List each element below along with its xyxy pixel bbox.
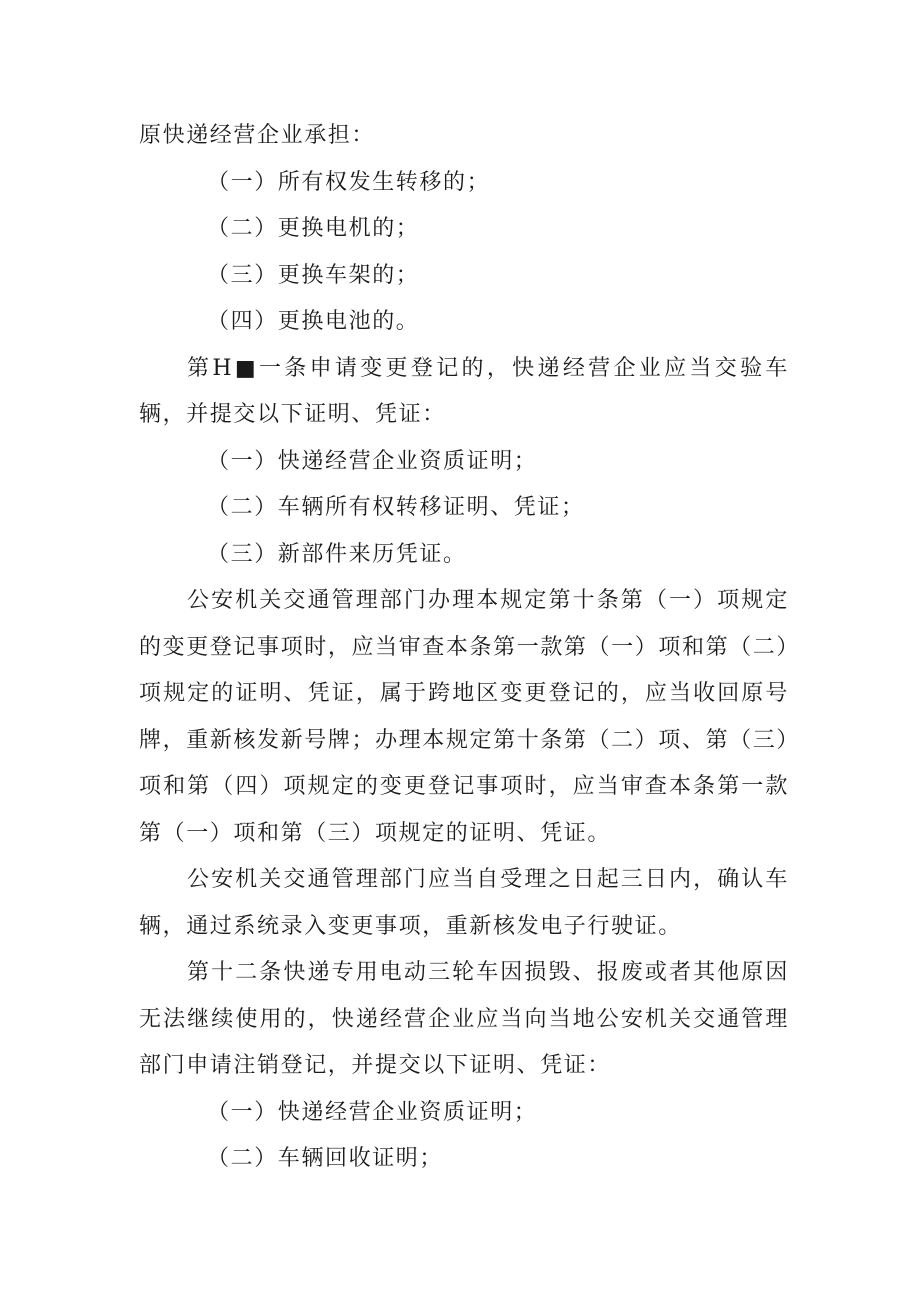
document-body [139, 113, 789, 1183]
list-item-replace-motor: （二）更换电机的； [207, 216, 420, 241]
list-item-replace-frame: （三）更换车架的； [207, 262, 420, 288]
list-item-qualification-certificate-2: （一）快递经营企业资质证明； [207, 1099, 538, 1125]
article-eleven-paragraph: 第H■一条申请变更登记的，快递经营企业应当交验车辆，并提交以下证明、凭证： [139, 355, 789, 427]
list-item-ownership-transfer: （一）所有权发生转移的； [207, 169, 491, 195]
paragraph-continuation: 原快递经营企业承担： [139, 123, 376, 148]
list-item-qualification-certificate: （一）快递经营企业资质证明； [207, 448, 538, 474]
list-item-recycling-certificate: （二）车辆回收证明； [207, 1146, 444, 1171]
list-item-replace-battery: （四）更换电池的。 [207, 309, 420, 334]
list-item-parts-origin: （三）新部件来历凭证。 [207, 541, 467, 567]
article-twelve-paragraph: 第十二条快递专用电动三轮车因损毁、报废或者其他原因无法继续使用的，快递经营企业应当向当地公安机关交通管理部门申请注销登记，并提交以下证明、凭证： [139, 960, 789, 1078]
review-requirements-paragraph: 公安机关交通管理部门办理本规定第十条第（一）项规定的变更登记事项时，应当审查本条第一款第（一）项和第（二）项规定的证明、凭证，属于跨地区变更登记的，应当收回原号牌，重新核发新号牌；办理本规定第十条第（二）项、第（三）项和第（四）项规定的变更登记事项时，应当审查本条第一款第（一）项和第（三）项规定的证明、凭证。 [139, 588, 789, 846]
processing-deadline-paragraph: 公安机关交通管理部门应当自受理之日起三日内，确认车辆，通过系统录入变更事项，重新核发电子行驶证。 [139, 867, 789, 939]
list-item-ownership-certificate: （二）车辆所有权转移证明、凭证； [207, 495, 585, 520]
